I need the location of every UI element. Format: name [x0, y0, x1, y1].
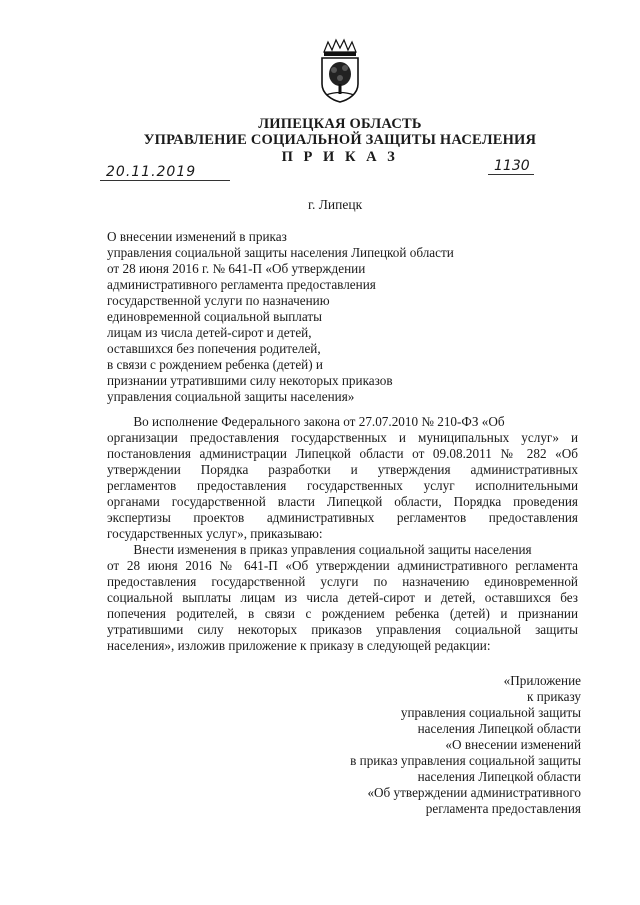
subject-line: признании утратившими силу некоторых приказов: [107, 373, 393, 388]
appendix-header: [300, 673, 581, 817]
body-line: попечения родителей, в связи с рождением ребенка (детей) и признании: [107, 606, 578, 621]
subject-line: единовременной социальной выплаты: [107, 309, 323, 324]
body-line: населения», изложив приложение к приказу в следующей редакции:: [107, 638, 491, 653]
appendix-line: управления социальной защиты: [400, 705, 581, 720]
subject-line: в связи с рождением ребенка (детей) и: [107, 357, 323, 372]
body-line: от 28 июня 2016 № 641-П «Об утверждении административного регламента: [107, 558, 578, 573]
subject-line: оставшихся без попечения родителей,: [107, 341, 321, 356]
appendix-line: «Приложение: [503, 673, 581, 688]
subject-line: от 28 июня 2016 г. № 641-П «Об утверждении: [107, 261, 366, 276]
appendix-line: «О внесении изменений: [445, 737, 581, 752]
region-title: ЛИПЕЦКАЯ ОБЛАСТЬ: [258, 116, 422, 132]
appendix-line: регламента предоставления: [425, 801, 581, 816]
body-line: органами государственной власти Липецкой области, Порядка проведения: [107, 494, 578, 509]
subject-block: [107, 229, 454, 405]
appendix-line: населения Липецкой области: [417, 769, 581, 784]
body-line: регламентов предоставления государственных услуг исполнительными: [107, 478, 578, 493]
appendix-line: к приказу: [527, 689, 581, 704]
body-line: социальной выплаты лицам из числа детей-сирот и детей, оставшихся без: [107, 590, 578, 605]
date-underline: [100, 180, 230, 181]
appendix-line: населения Липецкой области: [417, 721, 581, 736]
body-line: Во исполнение Федерального закона от 27.07.2010 № 210-ФЗ «Об: [107, 414, 505, 429]
handwritten-date: 20.11.2019: [106, 164, 197, 180]
city-line: г. Липецк: [308, 197, 363, 212]
body-text: [107, 414, 578, 654]
subject-line: управления социальной защиты населения»: [107, 389, 355, 404]
body-line: организации предоставления государственных и муниципальных услуг» и: [107, 430, 578, 445]
body-line: государственных услуг», приказываю:: [107, 526, 323, 541]
subject-line: административного регламента предоставления: [107, 277, 376, 292]
number-underline: [488, 174, 534, 175]
subject-line: государственной услуги по назначению: [107, 293, 330, 308]
subject-line: О внесении изменений в приказ: [107, 229, 287, 244]
subject-line: лицам из числа детей-сирот и детей,: [107, 325, 312, 340]
body-line: утратившими силу некоторых приказов управления социальной защиты: [107, 622, 578, 637]
doc-type-title: П Р И К А З: [281, 149, 399, 165]
body-line: предоставления государственной услуги по назначению единовременной: [107, 574, 578, 589]
body-line: утверждении Порядка разработки и утверждения административных: [107, 462, 578, 477]
handwritten-number: 1130: [494, 158, 530, 174]
department-title: УПРАВЛЕНИЕ СОЦИАЛЬНОЙ ЗАЩИТЫ НАСЕЛЕНИЯ: [143, 132, 537, 148]
body-line: постановления администрации Липецкой области от 09.08.2011 № 282 «Об: [107, 446, 578, 461]
body-line: Внести изменения в приказ управления социальной защиты населения: [107, 542, 532, 557]
subject-line: управления социальной защиты населения Липецкой области: [107, 245, 454, 260]
appendix-line: в приказ управления социальной защиты: [350, 753, 581, 768]
body-line: экспертизы проектов административных регламентов предоставления: [107, 510, 578, 525]
appendix-line: «Об утверждении административного: [367, 785, 581, 800]
coat-of-arms-emblem: [318, 38, 362, 104]
